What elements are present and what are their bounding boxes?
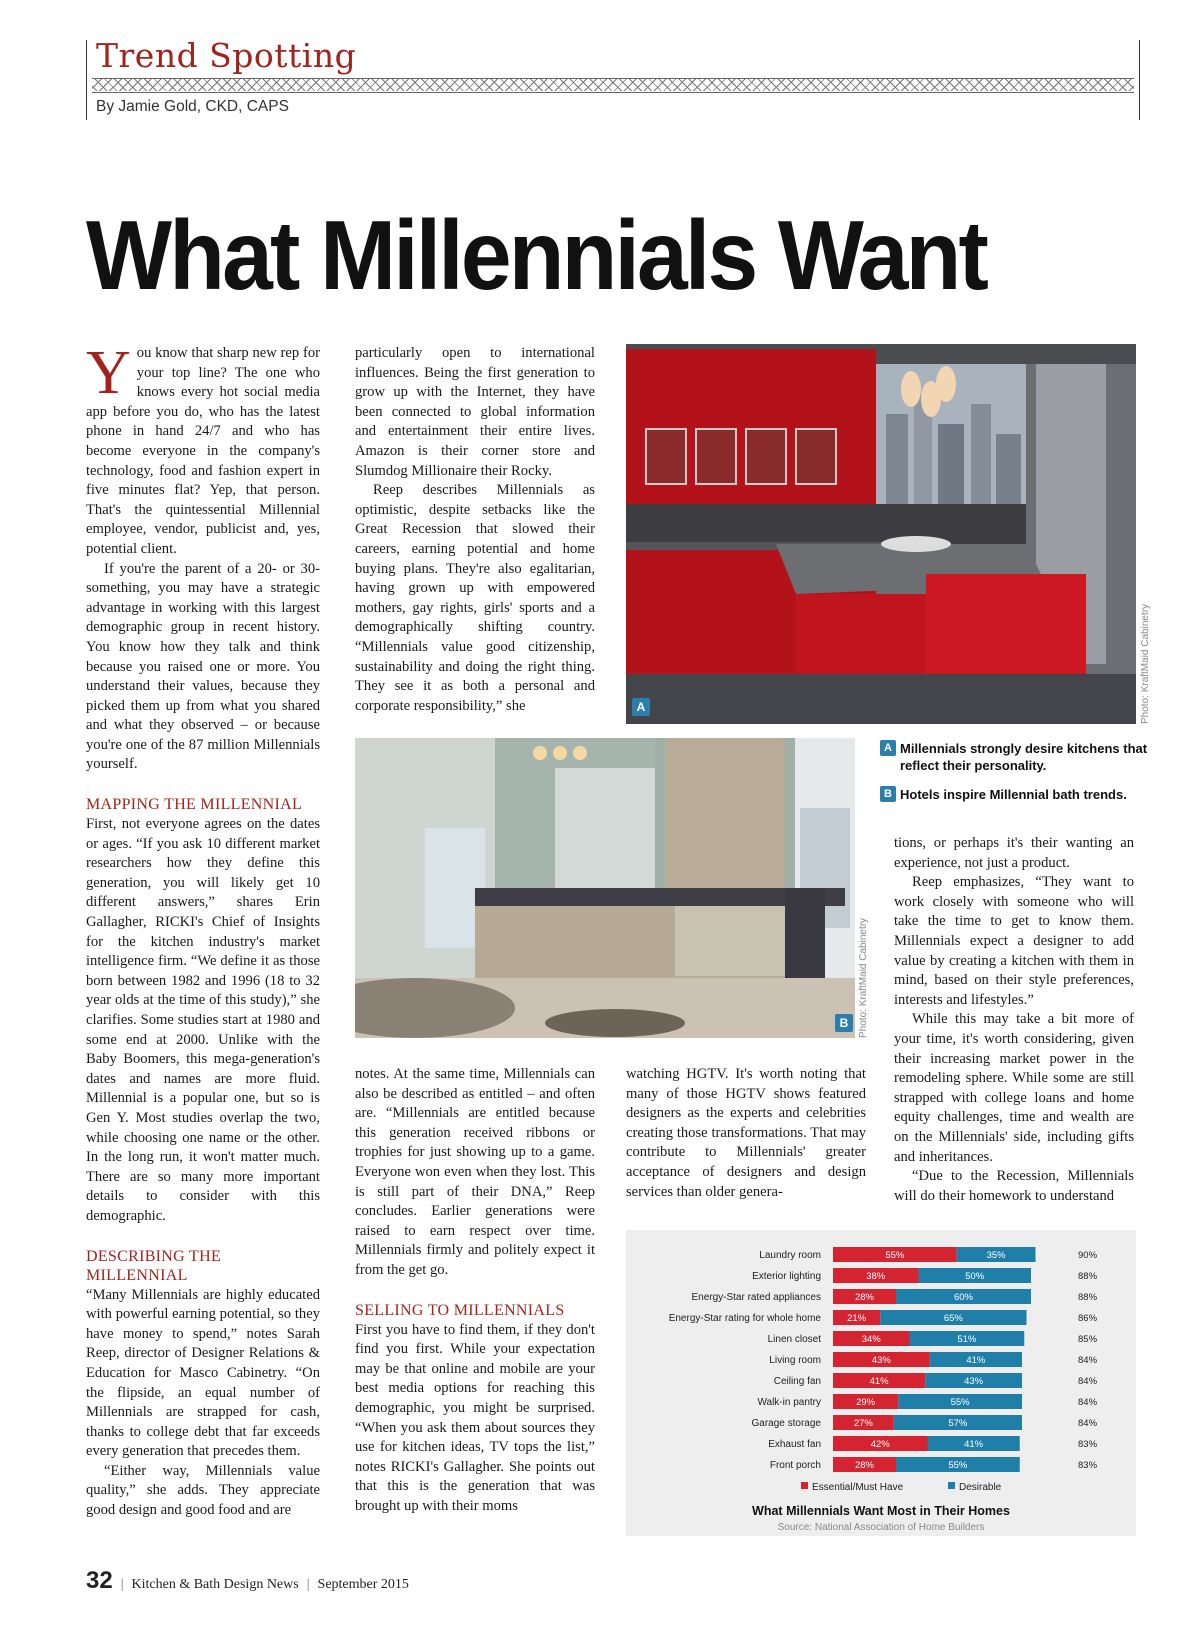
chart-data-label: 60% [953,1292,974,1303]
chart-total-label: 88% [1078,1271,1098,1282]
chart-data-label: 41% [966,1355,986,1366]
chart-total-label: 88% [1078,1292,1098,1303]
byline: By Jamie Gold, CKD, CAPS [96,98,289,115]
header-rule-right [1139,40,1140,120]
chart-total-label: 84% [1078,1376,1098,1387]
body-paragraph: First you have to find them, if they don't find you first. While your expectation may be that online and mobile are your best media options for reaching this demographic, you might be surprised. “When you ask them about sources they use for kitchen ideas, TV tops the list,” notes RICKI's Gallagher. She points out that this is the generation that was brought up with their moms [355,1321,595,1514]
caption-a [880,740,1150,774]
chart-total-label: 90% [1078,1250,1098,1261]
legend-swatch-essential [801,1482,808,1489]
chart-data-label: 50% [965,1271,985,1282]
chart-data-label: 55% [948,1460,968,1471]
body-paragraph: First, not everyone agrees on the dates or ages. “If you ask 10 different market researchers how they define this generation, you will likely get 10 different answers,” shares Erin Gallagher, RICKI's Chief of Insights for the kitchen industry's market intelligence firm. “We define it as those born between 1982 and 1996 (18 to 32 year olds at the time of this study),” she clarifies. Some studies start at 1980 and some end at 2000. Unlike with the Baby Boomers, this mega-generation's dates and names are more fluid. Millennial is a popular one, but so is Gen Y. Most studies overlap the two, while choosing one name or the other. In the long run, it won't matter much. There are so many more important details to consider with this demographic. [86,816,320,1224]
chart-category-label: Energy-Star rating for whole home [668,1313,821,1324]
legend-swatch-desirable [948,1482,955,1489]
body-paragraph: Reep describes Millennials as optimistic, despite setbacks like the Great Recession that slowed their careers, earning potential and home buying plans. They're also egalitarian, having grown up with empowered mothers, gay rights, girls' sports and a demographically shifting country. “Millennials value good citizenship, sustainability and doing the right thing. They see it as both a personal and corporate responsibility,” she [355,482,595,714]
chart-data-label: 55% [885,1250,905,1261]
chart-category-label: Garage storage [751,1418,821,1429]
photo-b-badge: B [835,1014,853,1032]
issue-date: September 2015 [317,1577,409,1592]
chart-data-label: 57% [948,1418,968,1429]
kitchen-illustration [626,344,1136,724]
chart-data-label: 42% [870,1439,890,1450]
column-1 [86,339,320,1521]
chart-source: Source: National Association of Home Builders [777,1522,985,1533]
caption-a-text: Millennials strongly desire kitchens that reflect their personality. [900,741,1148,773]
legend-label-desirable: Desirable [959,1482,1002,1493]
header-rule-left [86,40,87,120]
chart-data-label: 29% [856,1397,876,1408]
chart-category-label: Ceiling fan [773,1376,821,1387]
chart-data-label: 34% [861,1334,881,1345]
page-number: 32 [86,1567,113,1594]
intro-text: ou know that sharp new rep for your top line? The one who knows every hot social media app before you do, who has the latest phone in hand 24/7 and who has become everyone in the company's technology, food and fashion expert in five minutes flat? Yep, that person. That's the quintessential Millennial employee, vendor, publicist and, yes, potential client. [86,345,320,557]
millennials-chart [626,1230,1136,1536]
chart-data-label: 41% [964,1439,984,1450]
chart-data-label: 43% [871,1355,891,1366]
chart-data-label: 65% [943,1313,963,1324]
chart-category-label: Exhaust fan [768,1439,821,1450]
body-paragraph: notes. At the same time, Millennials can also be described as entitled – and often are. “Millennials are entitled because this generation received ribbons or trophies for just showing up to a game. Everyone won even when they lost. This is still part of their DNA,” Reep concludes. Earlier generations were raised to earn respect over time. Millennials firmly and politely expect it from the get go. [355,1066,595,1278]
section-header [86,36,1140,120]
column-2-top [355,344,595,716]
photo-captions [880,740,1150,815]
chart-total-label: 85% [1078,1334,1098,1345]
chart-total-label: 83% [1078,1439,1098,1450]
body-paragraph: “Either way, Millennials value quality,” she adds. They appreciate good design and good food and are [86,1462,320,1519]
braid-rule-bottom [92,92,1134,93]
photo-a-credit: Photo: KraftMaid Cabinetry [1140,603,1151,724]
chart-total-label: 84% [1078,1355,1098,1366]
caption-b-badge: B [880,786,896,802]
chart-data-label: 38% [866,1271,886,1282]
footer-separator: | [120,1577,124,1592]
column-4 [894,834,1134,1206]
caption-a-badge: A [880,740,896,756]
chart-category-label: Exterior lighting [752,1271,821,1282]
kitchen-photo [626,344,1136,724]
chart-data-label: 41% [869,1376,889,1387]
body-paragraph: While this may take a bit more of your time, it's worth considering, given their increasing market power in the remodeling sphere. While some are still strapped with college loans and home equity challenges, time and wealth are on the Millennials' side, including gifts and inheritances. [894,1011,1134,1165]
chart-category-label: Living room [769,1355,821,1366]
chart-data-label: 21% [847,1313,867,1324]
photo-a-badge: A [632,698,650,716]
chart-data-label: 55% [950,1397,970,1408]
chart-data-label: 35% [986,1250,1006,1261]
chart-data-label: 27% [853,1418,873,1429]
body-paragraph: tions, or perhaps it's their wanting an experience, not just a product. [894,835,1134,871]
bathroom-photo [355,738,855,1038]
chart-category-label: Linen closet [767,1334,821,1345]
braid-ornament [92,79,1134,91]
chart-total-label: 84% [1078,1397,1098,1408]
chart-data-label: 28% [854,1460,875,1471]
chart-total-label: 86% [1078,1313,1098,1324]
chart-svg [626,1230,1136,1536]
page-footer [86,1567,409,1595]
intro-paragraph [86,339,320,560]
body-paragraph: If you're the parent of a 20- or 30-something, you may have a strategic advantage in working with this largest demographic group in recent history. You know how they talk and think because you raised one or more. You understand their values, because they picked them up from what you shared and what they observed – or because you're one of the 87 million Millennials yourself. [86,560,320,773]
chart-title: What Millennials Want Most in Their Homes [752,1504,1010,1518]
chart-category-label: Energy-Star rated appliances [691,1292,821,1303]
body-paragraph: watching HGTV. It's worth noting that many of those HGTV shows featured designers as the experts and celebrities creating those transformations. That may contribute to Millennials' greater acceptance of designers and design services than older genera- [626,1066,866,1200]
body-paragraph: particularly open to international influences. Being the first generation to grow up with the Internet, they have been connected to global information and entertainment their entire lives. Amazon is their corner store and Slumdog Millionaire their Rocky. [355,345,595,479]
column-2-bottom [355,1065,595,1516]
subhead-selling: SELLING TO MILLENNIALS [355,1301,565,1319]
chart-category-label: Front porch [769,1460,821,1471]
section-label: Trend Spotting [96,36,357,75]
chart-data-label: 28% [854,1292,875,1303]
body-paragraph: “Many Millennials are highly educated with powerful earning potential, so they have money to spend,” notes Sarah Reep, director of Designer Relations & Education for Masco Cabinetry. “On the flipside, an equal number of Millennials are strapped for cash, thanks to college debt that far exceeds every generation that precedes them. [86,1286,320,1460]
subhead-mapping: MAPPING THE MILLENNIAL [86,796,303,814]
subhead-describing: DESCRIBING THE MILLENNIAL [86,1247,222,1284]
chart-total-label: 83% [1078,1460,1098,1471]
drop-cap: Y [86,339,131,407]
caption-b-text: Hotels inspire Millennial bath trends. [900,787,1127,802]
publication-name: Kitchen & Bath Design News [131,1577,299,1592]
page-title: What Millennials Want [86,200,987,310]
footer-separator: | [306,1577,310,1592]
legend-label-essential: Essential/Must Have [812,1482,904,1493]
caption-b [880,786,1150,803]
chart-total-label: 84% [1078,1418,1098,1429]
chart-category-label: Laundry room [759,1250,821,1261]
chart-data-label: 43% [964,1376,984,1387]
chart-category-label: Walk-in pantry [757,1397,821,1408]
body-paragraph: “Due to the Recession, Millennials will do their homework to understand [894,1168,1134,1204]
chart-data-label: 51% [957,1334,977,1345]
bathroom-illustration [355,738,855,1038]
body-paragraph: Reep emphasizes, “They want to work closely with someone who will take the time to get to know them. Millennials expect a designer to add value by creating a kitchen with them in mind, based on their style preferences, interests and lifestyles.” [894,874,1134,1008]
column-3-bottom [626,1065,866,1202]
photo-b-credit: Photo: KraftMaid Cabinetry [858,917,869,1038]
